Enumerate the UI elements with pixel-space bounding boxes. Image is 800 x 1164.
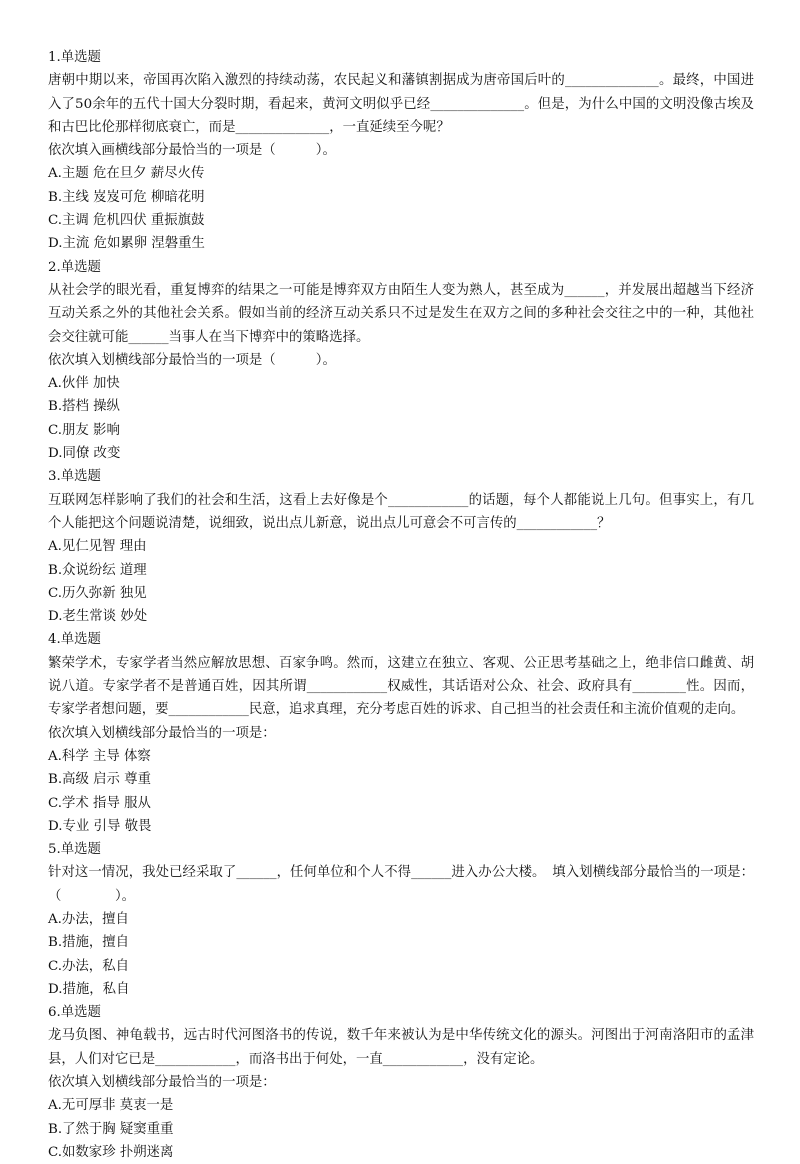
- option-a[interactable]: A.见仁见智 理由: [48, 539, 147, 555]
- question-stem: 针对这一情况，我处已经采取了______，任何单位和个人不得______进入办公大楼。 填入划横线部分最恰当的一项是：（ ）。: [48, 865, 754, 904]
- question-header: 3.单选题: [48, 469, 101, 485]
- question-header: 2.单选题: [48, 259, 101, 275]
- question-prompt: 依次填入划横线部分最恰当的一项是：: [48, 725, 276, 741]
- question-2: [48, 256, 754, 466]
- question-stem: 繁荣学术，专家学者当然应解放思想、百家争鸣。然而，这建立在独立、客观、公正思考基础之上，绝非信口雌黄、胡说八道。专家学者不是普通百姓，因其所谓____________权威性，其话语对公众、社会、政府具有________性。因而，专家学者想问题，要____________民意，追求真理，充分考虑百姓的诉求、自己担当的社会责任和主流价值观的走向。: [48, 655, 754, 718]
- question-stem: 互联网怎样影响了我们的社会和生活，这看上去好像是个____________的话题，每个人都能说上几句。但事实上，有几个人能把这个问题说清楚，说细致，说出点儿新意，说出点儿可意会不可言传的____________？: [48, 492, 754, 531]
- question-header: 6.单选题: [48, 1005, 101, 1021]
- option-a[interactable]: A.主题 危在旦夕 薪尽火传: [48, 166, 205, 182]
- option-d[interactable]: D.专业 引导 敬畏: [48, 818, 152, 834]
- question-header: 5.单选题: [48, 842, 101, 858]
- question-header: 1.单选题: [48, 50, 101, 65]
- option-b[interactable]: B.高级 启示 尊重: [48, 772, 151, 788]
- question-1: [48, 46, 754, 256]
- option-a[interactable]: A.办法，擅自: [48, 911, 129, 927]
- option-d[interactable]: D.同僚 改变: [48, 446, 121, 462]
- option-b[interactable]: B.主线 岌岌可危 柳暗花明: [48, 189, 205, 205]
- question-prompt: 依次填入划横线部分最恰当的一项是（ ）。: [48, 352, 336, 368]
- option-c[interactable]: C.主调 危机四伏 重振旗鼓: [48, 213, 205, 229]
- question-stem: 唐朝中期以来，帝国再次陷入激烈的持续动荡，农民起义和藩镇割据成为唐帝国后叶的______________。最终，中国进入了50余年的五代十国大分裂时期，看起来，黄河文明似乎已经______________。但是，为什么中国的文明没像古埃及和古巴比伦那样彻底衰亡，而是______________，一直延续至今呢？: [48, 73, 754, 135]
- option-c[interactable]: C.学术 指导 服从: [48, 795, 151, 811]
- question-stem: 龙马负图、神龟载书，远古时代河图洛书的传说，数千年来被认为是中华传统文化的源头。河图出于河南洛阳市的孟津县，人们对它已是____________，而洛书出于何处，一直____________，没有定论。: [48, 1028, 754, 1067]
- question-6: [48, 1001, 754, 1164]
- option-c[interactable]: C.朋友 影响: [48, 422, 120, 438]
- option-a[interactable]: A.伙伴 加快: [48, 376, 120, 392]
- option-d[interactable]: D.措施，私自: [48, 981, 130, 997]
- question-3: [48, 465, 754, 628]
- question-stem: 从社会学的眼光看，重复博弈的结果之一可能是博弈双方由陌生人变为熟人，甚至成为______，并发展出超越当下经济互动关系之外的其他社会关系。假如当前的经济互动关系只不过是发生在双方之间的多种社会交往之中的一种，其他社会交往就可能______当事人在当下博弈中的策略选择。: [48, 282, 754, 345]
- option-c[interactable]: C.历久弥新 独见: [48, 585, 147, 601]
- question-4: [48, 628, 754, 838]
- option-c[interactable]: C.办法，私自: [48, 958, 129, 974]
- question-prompt: 依次填入划横线部分最恰当的一项是：: [48, 1075, 276, 1091]
- option-c[interactable]: C.如数家珍 扑朔迷离: [48, 1144, 174, 1160]
- option-b[interactable]: B.搭档 操纵: [48, 399, 120, 415]
- option-b[interactable]: B.众说纷纭 道理: [48, 562, 147, 578]
- question-header: 4.单选题: [48, 632, 101, 648]
- question-prompt: 依次填入画横线部分最恰当的一项是（ ）。: [48, 143, 336, 159]
- option-d[interactable]: D.老生常谈 妙处: [48, 609, 148, 625]
- document-body: [48, 46, 754, 1164]
- option-d[interactable]: D.主流 危如累卵 涅磐重生: [48, 236, 205, 252]
- option-b[interactable]: B.措施，擅自: [48, 935, 130, 951]
- option-a[interactable]: A.科学 主导 体察: [48, 748, 151, 764]
- option-a[interactable]: A.无可厚非 莫衷一是: [48, 1098, 174, 1114]
- question-5: [48, 838, 754, 1001]
- option-b[interactable]: B.了然于胸 疑窦重重: [48, 1121, 174, 1137]
